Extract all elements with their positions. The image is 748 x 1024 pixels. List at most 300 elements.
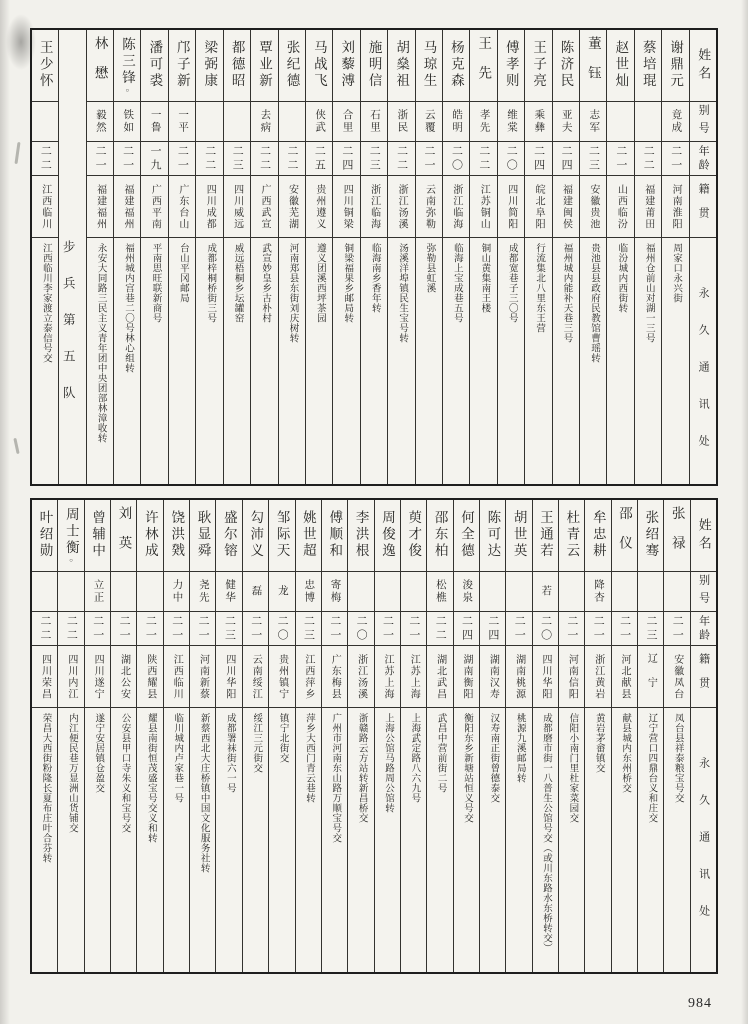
person-address: 汉寿南正街曾德泰交 [488,713,499,803]
person-alias: 立正 [92,579,104,604]
alias-cell [224,102,250,142]
person-column [400,500,426,972]
name-cell [306,30,332,102]
header-name-label: 姓名 [696,47,712,84]
age-cell [296,612,321,646]
native-place-cell [401,646,426,708]
person-address: 武昌中营前街二号 [435,713,446,793]
person-column [321,500,347,972]
person-native-place: 辽宁 [645,652,657,701]
person-native-place: 云南弥勒 [423,183,435,230]
person-address: 福州城内宫巷二〇号林心组转 [123,243,134,373]
person-native-place: 四川成都 [204,183,216,230]
person-native-place: 广西武宣 [259,183,271,230]
address-cell [190,708,215,972]
person-column [453,500,479,972]
name-cell [251,30,277,102]
person-native-place: 福建闽侯 [560,183,572,230]
person-name: 耿显舜 [195,510,211,560]
alias-cell [333,102,359,142]
person-age: 二一 [121,144,134,173]
person-address: 上海公馆马路周公馆转 [382,713,393,813]
native-place-cell [58,646,83,708]
person-name: 傅孝则 [503,40,519,90]
person-address: 萍乡大西门青云巷转 [303,713,314,803]
person-address: 上海武定路八六九号 [409,713,420,803]
address-cell [164,708,189,972]
name-cell [333,30,359,102]
person-address: 台山平冈邮局 [177,243,188,303]
age-cell [498,142,524,176]
person-alias: 松樵 [434,579,446,604]
alias-cell [322,572,347,612]
alias-cell [498,102,524,142]
name-cell [585,500,610,572]
name-cell [498,30,524,102]
name-cell [443,30,469,102]
alias-cell [612,572,637,612]
person-address: 平南思旺联新商号 [150,243,161,323]
native-place-cell [190,646,215,708]
person-name: 蔡培琨 [640,40,656,90]
native-place-cell [114,176,140,238]
person-column [469,30,496,484]
person-address: 临川城内卢家巷一号 [172,713,183,803]
person-name: 何全德 [458,510,474,560]
person-name: 叶绍勋 [37,510,53,560]
person-native-place: 四川内江 [65,653,77,700]
person-alias: 寄梅 [329,579,341,604]
person-column [415,30,442,484]
alias-cell [87,102,113,142]
address-cell [612,708,637,972]
person-native-place: 云南绥江 [250,653,262,700]
name-cell [169,30,195,102]
header-alias-label: 别号 [697,103,710,140]
person-native-place: 广东台山 [176,183,188,230]
address-cell [553,238,579,484]
native-place-cell [580,176,606,238]
person-native-place: 四川简阳 [505,183,517,230]
person-name: 谢鼎元 [668,40,684,90]
address-cell [306,238,332,484]
person-column [606,30,633,484]
native-place-cell [662,176,688,238]
alias-cell [269,572,294,612]
age-cell [114,142,140,176]
person-name: 张禄 [669,505,685,565]
person-column [442,30,469,484]
person-address: 遂宁安居镇仓盈交 [93,713,104,793]
header-native-label: 籍贯 [697,652,710,701]
person-address: 镇宁北街交 [277,713,288,763]
person-name: 马琼生 [421,40,437,90]
person-alias: 若 [540,585,552,598]
person-age: 二三 [223,614,236,643]
address-cell [533,708,558,972]
person-column [663,500,689,972]
person-name: 邵仪 [617,505,633,565]
native-place-cell [269,646,294,708]
person-native-place: 福建福州 [94,183,106,230]
name-cell [137,500,162,572]
person-column [189,500,215,972]
person-native-place: 江西临川 [39,183,51,230]
name-cell [401,500,426,572]
person-native-place: 陕西耀县 [144,653,156,700]
native-place-cell [480,646,505,708]
person-name: 周士衡 [63,507,79,557]
person-alias: 龙 [276,585,288,598]
native-place-cell [32,176,58,238]
alias-cell [585,572,610,612]
name-cell [375,500,400,572]
address-cell [58,708,83,972]
person-name: 邵东柏 [432,510,448,560]
name-cell [506,500,531,572]
person-address: 汤溪洋埠镇民生宝号转 [397,243,408,343]
header-column [690,500,716,972]
person-name: 林懋 [92,35,108,95]
person-column [584,500,610,972]
age-cell [196,142,222,176]
address-cell [32,708,57,972]
age-cell [612,612,637,646]
person-age: 二四 [560,144,573,173]
header-alias-cell [690,102,716,142]
person-address: 铜梁福果乡邮局转 [342,243,353,323]
header-alias-cell [691,572,716,612]
address-cell [638,708,663,972]
person-column [110,500,136,972]
person-address: 威远梧桐乡坛罐窑 [232,243,243,323]
age-cell [190,612,215,646]
person-name: 张绍骞 [643,510,659,560]
age-cell [375,612,400,646]
native-place-cell [375,646,400,708]
person-name: 潘可裘 [147,40,163,90]
native-place-cell [164,646,189,708]
address-cell [454,708,479,972]
address-cell [32,238,58,484]
person-age: 二二 [477,144,490,173]
name-cell [141,30,167,102]
person-alias: 去病 [259,109,271,134]
person-name: 饶洪戣 [169,510,185,560]
name-cell [58,500,83,572]
person-column [32,30,58,484]
person-native-place: 福建莆田 [642,183,654,230]
alias-cell [306,102,332,142]
person-column [295,500,321,972]
person-age: 二二 [642,144,655,173]
person-age: 二一 [407,614,420,643]
native-place-cell [525,176,551,238]
person-address: 临海南乡香年转 [369,243,380,313]
person-age: 二三 [368,144,381,173]
person-name: 陈济民 [558,40,574,90]
person-native-place: 湖南桃源 [513,653,525,700]
person-alias: 竟成 [670,109,682,134]
person-name: 姚世超 [300,510,316,560]
person-column [387,30,414,484]
person-name: 杜青云 [564,510,580,560]
person-column [611,500,637,972]
person-native-place: 江苏上海 [381,653,393,700]
person-native-place: 湖北武昌 [434,653,446,700]
person-age: 二一 [671,614,684,643]
age-cell [164,612,189,646]
person-column [332,30,359,484]
person-native-place: 湖南汉寿 [487,653,499,700]
person-address: 弥勒县虹溪 [424,243,435,293]
alias-cell [32,102,58,142]
header-address-cell [691,708,716,972]
native-place-cell [612,646,637,708]
person-age: 二一 [423,144,436,173]
native-place-cell [169,176,195,238]
person-age: 二一 [170,614,183,643]
age-cell [87,142,113,176]
person-column [268,500,294,972]
person-column [532,500,558,972]
person-age: 二二 [286,144,299,173]
age-cell [306,142,332,176]
person-alias: 乘彝 [533,109,545,134]
person-column [57,500,83,972]
alias-cell [375,572,400,612]
person-address: 贵池县县政府民教馆曹瑶转 [588,243,599,363]
alias-cell [580,102,606,142]
address-cell [279,238,305,484]
person-native-place: 江苏上海 [408,653,420,700]
person-column [32,500,57,972]
name-cell [269,500,294,572]
person-name: 王少怀 [37,40,53,90]
address-cell [580,238,606,484]
age-cell [111,612,136,646]
native-place-cell [443,176,469,238]
person-age: 二〇 [505,144,518,173]
top-roster-table [30,28,718,486]
person-address: 衡阳东乡新塘站恒义号交 [462,713,473,823]
person-column [374,500,400,972]
alias-cell [279,102,305,142]
person-alias: 维棠 [505,109,517,134]
person-native-place: 湖南衡阳 [460,653,472,700]
name-annotation-mark: ○ [69,557,73,564]
person-age: 二〇 [450,144,463,173]
person-native-place: 河南新蔡 [197,653,209,700]
address-cell [251,238,277,484]
address-cell [296,708,321,972]
native-place-cell [454,646,479,708]
address-cell [401,708,426,972]
age-cell [216,612,241,646]
age-cell [141,142,167,176]
alias-cell [169,102,195,142]
person-native-place: 广东梅县 [329,653,341,700]
alias-cell [506,572,531,612]
age-cell [224,142,250,176]
section-label: 步兵第五队 [61,239,76,423]
name-cell [279,30,305,102]
person-address: 凤台县祥泰粮宝号交 [672,713,683,803]
native-place-cell [585,646,610,708]
name-cell [553,30,579,102]
header-age-cell [690,142,716,176]
age-cell [427,612,452,646]
person-name: 马战飞 [311,40,327,90]
alias-cell [216,572,241,612]
address-cell [498,238,524,484]
person-name: 赵世灿 [613,40,629,90]
alias-cell [361,102,387,142]
person-address: 周家口永兴街 [671,243,682,303]
person-name: 都德昭 [229,40,245,90]
address-cell [114,238,140,484]
name-cell [196,30,222,102]
person-column [305,30,332,484]
person-column [223,30,250,484]
name-cell [662,30,688,102]
person-native-place: 河南淮阳 [670,183,682,230]
native-place-cell [224,176,250,238]
alias-cell [559,572,584,612]
person-name: 刘藜溥 [339,40,355,90]
person-name: 傅顺和 [327,510,343,560]
address-cell [664,708,689,972]
person-age: 二三 [644,614,657,643]
age-cell [416,142,442,176]
person-native-place: 皖北阜阳 [533,183,545,230]
age-cell [137,612,162,646]
person-alias: 降杏 [592,579,604,604]
address-cell [525,238,551,484]
person-age: 二五 [313,144,326,173]
person-age: 二四 [460,614,473,643]
person-age: 二一 [565,614,578,643]
native-place-cell [243,646,268,708]
person-native-place: 河南信阳 [566,653,578,700]
person-address: 成都署袜街六一号 [224,713,235,793]
person-alias: 志军 [588,109,600,134]
bottom-roster-table [30,498,718,974]
alias-cell [662,102,688,142]
person-native-place: 安徽贵池 [587,183,599,230]
native-place-cell [111,646,136,708]
person-name: 曾辅中 [90,510,106,560]
pencil-mark [13,438,19,454]
name-cell [638,500,663,572]
alias-cell [553,102,579,142]
person-native-place: 浙江黄岩 [592,653,604,700]
person-column [163,500,189,972]
person-native-place: 贵州镇宁 [276,653,288,700]
native-place-cell [279,176,305,238]
native-place-cell [559,646,584,708]
name-cell [243,500,268,572]
person-address: 内江便民巷万显洲山货铺交 [66,713,77,833]
address-cell [427,708,452,972]
person-address: 黄岩茅畲镇交 [593,713,604,773]
person-column [497,30,524,484]
native-place-cell [427,646,452,708]
native-place-cell [296,646,321,708]
address-cell [443,238,469,484]
person-age: 二二 [203,144,216,173]
person-column [479,500,505,972]
person-alias: 孝先 [478,109,490,134]
person-address: 临海上宝成巷五号 [451,243,462,323]
person-age: 二二 [65,614,78,643]
native-place-cell [664,646,689,708]
person-age: 二一 [91,614,104,643]
person-native-place: 四川荣昌 [39,653,51,700]
age-cell [607,142,633,176]
header-address-cell [690,238,716,484]
person-age: 二一 [144,614,157,643]
person-column [136,500,162,972]
address-cell [243,708,268,972]
native-place-cell [322,646,347,708]
person-age: 二一 [176,144,189,173]
age-cell [348,612,373,646]
person-age: 二四 [532,144,545,173]
person-column [86,30,113,484]
person-name: 萸才俊 [406,510,422,560]
person-address: 公安县甲口寺朱义和宝号交 [119,713,130,833]
person-alias: 健华 [224,579,236,604]
address-cell [141,238,167,484]
header-age-label: 年龄 [697,614,710,643]
age-cell [443,142,469,176]
alias-cell [454,572,479,612]
native-place-cell [32,646,57,708]
alias-cell [251,102,277,142]
alias-cell [164,572,189,612]
person-native-place: 江西临川 [171,653,183,700]
person-name: 许林成 [142,510,158,560]
alias-cell [416,102,442,142]
age-cell [525,142,551,176]
address-cell [224,238,250,484]
person-age: 二〇 [276,614,289,643]
person-name: 胡世英 [511,510,527,560]
person-name: 董钰 [585,35,601,95]
person-address: 桃源九溪邮局转 [514,713,525,783]
person-address: 成都磨市街一八普生公馆号交（或川东路水东桥转交） [541,713,552,953]
person-native-place: 四川威远 [231,183,243,230]
name-cell [416,30,442,102]
person-name: 王先 [476,35,492,95]
age-cell [506,612,531,646]
name-cell [664,500,689,572]
alias-cell [443,102,469,142]
person-age: 二一 [614,144,627,173]
person-native-place: 四川遂宁 [92,653,104,700]
age-cell [58,612,83,646]
age-cell [32,612,57,646]
age-cell [454,612,479,646]
person-native-place: 江西萍乡 [302,653,314,700]
name-cell [635,30,661,102]
person-column [552,30,579,484]
age-cell [580,142,606,176]
person-alias: 云覆 [423,109,435,134]
alias-cell [664,572,689,612]
person-age: 二一 [381,614,394,643]
